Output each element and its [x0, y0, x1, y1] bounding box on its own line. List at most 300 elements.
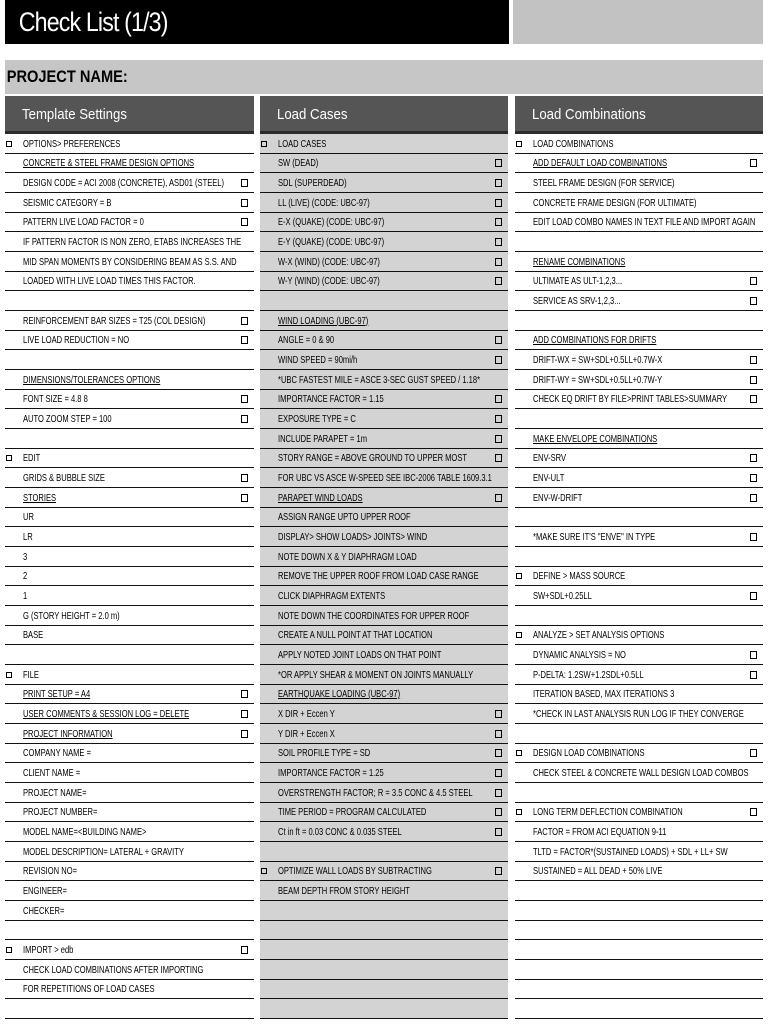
checklist-item-text: ASSIGN RANGE UPTO UPPER ROOF [278, 511, 411, 524]
checklist-row [515, 252, 763, 272]
checklist-row [515, 940, 763, 960]
checklist-item-text: USER COMMENTS & SESSION LOG = DELETE [23, 707, 190, 720]
page-title: Check List (1/3) [18, 7, 168, 37]
checklist-item-text: ANGLE = 0 & 90 [278, 334, 335, 347]
checklist-row [515, 449, 763, 469]
bullet-square-icon [6, 672, 12, 678]
checkbox-icon[interactable] [495, 454, 502, 462]
checklist-item-text: MODEL DESCRIPTION= LATERAL + GRAVITY [23, 845, 184, 858]
checklist-item-text: CONCRETE & STEEL FRAME DESIGN OPTIONS [23, 157, 195, 170]
checklist-item-text: Ct in ft = 0.03 CONC & 0.035 STEEL [278, 825, 402, 838]
checklist-item-text: CREATE A NULL POINT AT THAT LOCATION [278, 629, 433, 642]
checklist-item-text: Y DIR + Eccen X [278, 727, 335, 740]
checklist-row [515, 154, 763, 174]
checklist-row [5, 311, 254, 331]
checklist-item-text: IMPORTANCE FACTOR = 1.25 [278, 766, 384, 779]
checklist-row [5, 213, 254, 233]
checklist-row [260, 193, 508, 213]
checklist-item-text: ANALYZE > SET ANALYSIS OPTIONS [533, 629, 665, 642]
checkbox-icon[interactable] [241, 690, 248, 698]
checklist-item-text: W-X (WIND) (CODE: UBC-97) [278, 255, 380, 268]
checkbox-icon[interactable] [495, 867, 502, 875]
checklist-row [515, 744, 763, 764]
checklist-item-text: SW+SDL+0.25LL [533, 589, 592, 602]
checkbox-icon[interactable] [495, 749, 502, 757]
checklist-item-text: CHECK STEEL & CONCRETE WALL DESIGN LOAD COMBOS [533, 766, 749, 779]
checkbox-icon[interactable] [495, 415, 502, 423]
checkbox-icon[interactable] [241, 218, 248, 226]
checklist-row [260, 999, 508, 1019]
checklist-row [5, 488, 254, 508]
checklist-row [515, 704, 763, 724]
checklist-item-text: *MAKE SURE IT'S "ENVE" IN TYPE [533, 530, 656, 543]
checklist-row [515, 626, 763, 646]
checkbox-icon[interactable] [241, 730, 248, 738]
checklist-item-text: SDL (SUPERDEAD) [278, 176, 347, 189]
checklist-row [260, 173, 508, 193]
checkbox-icon[interactable] [495, 808, 502, 816]
checklist-row [515, 842, 763, 862]
checklist-item-text: X DIR + Eccen Y [278, 707, 335, 720]
checklist-row [515, 586, 763, 606]
checklist-item-text: ENV-ULT [533, 471, 565, 484]
checklist-item-text: SEISMIC CATEGORY = B [23, 196, 112, 209]
checklist-row [515, 999, 763, 1019]
checklist-item-text: LOAD CASES [278, 137, 327, 150]
checkbox-icon[interactable] [495, 258, 502, 266]
checklist-item-text: FILE [23, 668, 39, 681]
checklist-item-text: INCLUDE PARAPET = 1m [278, 432, 367, 445]
checklist-row [5, 173, 254, 193]
checklist-item-text: ENV-W-DRIFT [533, 491, 583, 504]
checklist-row [515, 960, 763, 980]
checklist-item-text: ENGINEER= [23, 884, 67, 897]
checklist-item-text: 1 [23, 589, 28, 602]
checklist-item-text: MODEL NAME=<BUILDING NAME> [23, 825, 147, 838]
checklist-row [260, 350, 508, 370]
checklist-row [260, 429, 508, 449]
checklist-row [260, 921, 508, 941]
checklist-item-text: MID SPAN MOMENTS BY CONSIDERING BEAM AS S.S. AND [23, 255, 237, 268]
checklist-item-text: ADD DEFAULT LOAD COMBINATIONS [533, 157, 668, 170]
checklist-item-text: LL (LIVE) (CODE: UBC-97) [278, 196, 370, 209]
checklist-item-text: STORIES [23, 491, 57, 504]
checklist-item-text: PATTERN LIVE LOAD FACTOR = 0 [23, 216, 144, 229]
checklist-row [515, 547, 763, 567]
checklist-row [515, 724, 763, 744]
checklist-item-text: DIMENSIONS/TOLERANCES OPTIONS [23, 373, 161, 386]
checklist-item-text: CHECKER= [23, 904, 65, 917]
checkbox-icon[interactable] [495, 199, 502, 207]
checkbox-icon[interactable] [750, 159, 757, 167]
checkbox-icon[interactable] [495, 828, 502, 836]
checklist-row [515, 213, 763, 233]
checkbox-icon[interactable] [750, 454, 757, 462]
checklist-row [260, 272, 508, 292]
checklist-row [5, 881, 254, 901]
checklist-item-text: MAKE ENVELOPE COMBINATIONS [533, 432, 658, 445]
checklist-row [260, 527, 508, 547]
checklist-row [260, 862, 508, 882]
checkbox-icon[interactable] [495, 494, 502, 502]
checkbox-icon[interactable] [750, 297, 757, 305]
checkbox-icon[interactable] [241, 494, 248, 502]
checkbox-icon[interactable] [750, 376, 757, 384]
checkbox-icon[interactable] [495, 336, 502, 344]
checklist-row [5, 645, 254, 665]
checklist-row [260, 370, 508, 390]
checkbox-icon[interactable] [750, 277, 757, 285]
checklist-row [5, 586, 254, 606]
checkbox-icon[interactable] [750, 749, 757, 757]
checklist-row [515, 370, 763, 390]
checklist-item-text: E-Y (QUAKE) (CODE: UBC-97) [278, 235, 385, 248]
checklist-row [260, 567, 508, 587]
checklist-item-text: OPTIONS> PREFERENCES [23, 137, 121, 150]
checklist-item-text: SOIL PROFILE TYPE = SD [278, 747, 371, 760]
bullet-square-icon [516, 809, 522, 815]
checklist-row [260, 213, 508, 233]
bullet-square-icon [516, 573, 522, 579]
checkbox-icon[interactable] [495, 179, 502, 187]
checklist-item-text: STORY RANGE = ABOVE GROUND TO UPPER MOST [278, 452, 467, 465]
checklist-row [515, 488, 763, 508]
checklist-item-text: RENAME COMBINATIONS [533, 255, 626, 268]
checklist-row [260, 626, 508, 646]
column-header: Load Cases [260, 96, 508, 134]
checklist-item-text: TIME PERIOD = PROGRAM CALCULATED [278, 806, 427, 819]
checklist-row [515, 881, 763, 901]
checklist-row [260, 606, 508, 626]
checklist-row [260, 960, 508, 980]
checklist-row [515, 665, 763, 685]
checklist-row [260, 311, 508, 331]
checklist-item-text: SW (DEAD) [278, 157, 319, 170]
checklist-row [260, 803, 508, 823]
checklist-item-text: BASE [23, 629, 44, 642]
checklist-row [260, 449, 508, 469]
checklist-row [5, 606, 254, 626]
checkbox-icon[interactable] [750, 533, 757, 541]
checklist-row [260, 331, 508, 351]
checklist-row [5, 783, 254, 803]
checklist-item-text: IMPORT > edb [23, 943, 74, 956]
checklist-row [5, 724, 254, 744]
checklist-item-text: CONCRETE FRAME DESIGN (FOR ULTIMATE) [533, 196, 697, 209]
checklist-row [260, 390, 508, 410]
checkbox-icon[interactable] [750, 671, 757, 679]
checklist-row [5, 193, 254, 213]
column-load-combinations [515, 96, 763, 1019]
checkbox-icon[interactable] [495, 159, 502, 167]
checklist-item-text: LOADED WITH LIVE LOAD TIMES THIS FACTOR. [23, 275, 196, 288]
checkbox-icon[interactable] [750, 474, 757, 482]
column-header: Template Settings [5, 96, 254, 134]
checklist-row [260, 980, 508, 1000]
checklist-item-text: P-DELTA: 1.2SW+1.2SDL+0.5LL [533, 668, 644, 681]
checklist-item-text: PROJECT INFORMATION [23, 727, 113, 740]
checklist-row [5, 704, 254, 724]
checklist-row [260, 763, 508, 783]
checklist-item-text: G (STORY HEIGHT = 2.0 m) [23, 609, 120, 622]
checklist-row [5, 901, 254, 921]
bullet-square-icon [261, 868, 267, 874]
checklist-item-text: DYNAMIC ANALYSIS = NO [533, 648, 626, 661]
checkbox-icon[interactable] [750, 356, 757, 364]
checkbox-icon[interactable] [241, 946, 248, 954]
title-bar-spacer [513, 0, 763, 44]
checklist-item-text: DRIFT-WY = SW+SDL+0.5LL+0.7W-Y [533, 373, 663, 386]
checklist-row [260, 508, 508, 528]
checkbox-icon[interactable] [495, 769, 502, 777]
checklist-row [5, 547, 254, 567]
checklist-item-text: 3 [23, 550, 28, 563]
checklist-row [515, 921, 763, 941]
checkbox-icon[interactable] [495, 277, 502, 285]
project-name-bar [5, 60, 763, 94]
column-header: Load Combinations [515, 96, 763, 134]
checklist-row [5, 390, 254, 410]
checklist-item-text: CHECK LOAD COMBINATIONS AFTER IMPORTING [23, 963, 204, 976]
checklist-row [5, 842, 254, 862]
checklist-item-text: NOTE DOWN THE COORDINATES FOR UPPER ROOF [278, 609, 470, 622]
checkbox-icon[interactable] [495, 218, 502, 226]
checklist-item-text: DEFINE > MASS SOURCE [533, 570, 626, 583]
checklist-row [515, 822, 763, 842]
checklist-row [5, 980, 254, 1000]
checklist-row [260, 586, 508, 606]
checklist-item-text: NOTE DOWN X & Y DIAPHRAGM LOAD [278, 550, 417, 563]
checklist-row [260, 744, 508, 764]
checklist-item-text: PARAPET WIND LOADS [278, 491, 363, 504]
checklist-row [260, 232, 508, 252]
checklist-row [5, 999, 254, 1019]
checklist-row [5, 468, 254, 488]
checkbox-icon[interactable] [750, 494, 757, 502]
checklist-item-text: EDIT LOAD COMBO NAMES IN TEXT FILE AND IMPORT AGAIN [533, 216, 756, 229]
checklist-item-text: PRINT SETUP = A4 [23, 688, 91, 701]
checklist-row [5, 409, 254, 429]
checklist-item-text: COMPANY NAME = [23, 747, 91, 760]
checkbox-icon[interactable] [495, 395, 502, 403]
column-template-settings [5, 96, 254, 1019]
checklist-item-text: TLTD = FACTOR*(SUSTAINED LOADS) + SDL + LL+ SW [533, 845, 728, 858]
checklist-item-text: WIND SPEED = 90mi/h [278, 353, 358, 366]
checklist-row [515, 331, 763, 351]
checklist-item-text: EARTHQUAKE LOADING (UBC-97) [278, 688, 401, 701]
checklist-row [515, 862, 763, 882]
checkbox-icon[interactable] [495, 730, 502, 738]
checkbox-icon[interactable] [241, 317, 248, 325]
checklist-item-text: OPTIMIZE WALL LOADS BY SUBTRACTING [278, 865, 432, 878]
checkbox-icon[interactable] [495, 356, 502, 364]
checklist-row [5, 940, 254, 960]
checklist-row [515, 311, 763, 331]
checklist-item-text: LOAD COMBINATIONS [533, 137, 614, 150]
checklist-item-text: *OR APPLY SHEAR & MOMENT ON JOINTS MANUALLY [278, 668, 474, 681]
checklist-row [260, 154, 508, 174]
checklist-row [5, 154, 254, 174]
checklist-row [515, 803, 763, 823]
checklist-row [5, 803, 254, 823]
checklist-row [5, 822, 254, 842]
column-body [260, 134, 508, 1019]
checklist-item-text: IMPORTANCE FACTOR = 1.15 [278, 393, 384, 406]
project-name-label: PROJECT NAME: [6, 67, 128, 86]
checklist-item-text: FACTOR = FROM ACI EQUATION 9-11 [533, 825, 667, 838]
checklist-row [5, 862, 254, 882]
checkbox-icon[interactable] [750, 592, 757, 600]
checklist-item-text: *CHECK IN LAST ANALYSIS RUN LOG IF THEY CONVERGE [533, 707, 744, 720]
checklist-item-text: DESIGN LOAD COMBINATIONS [533, 747, 645, 760]
checklist-row [515, 350, 763, 370]
checklist-row [515, 134, 763, 154]
checklist-item-text: FOR UBC VS ASCE W-SPEED SEE IBC-2006 TABLE 1609.3.1 [278, 471, 492, 484]
bullet-square-icon [516, 750, 522, 756]
checklist-item-text: WIND LOADING (UBC-97) [278, 314, 369, 327]
checklist-row [515, 429, 763, 449]
checklist-row [5, 429, 254, 449]
checklist-item-text: EDIT [23, 452, 41, 465]
checklist-row [515, 901, 763, 921]
checklist-row [260, 783, 508, 803]
checkbox-icon[interactable] [241, 336, 248, 344]
checklist-item-text: UR [23, 511, 34, 524]
checklist-item-text: *UBC FASTEST MILE = ASCE 3-SEC GUST SPEED / 1.18* [278, 373, 481, 386]
checklist-item-text: SERVICE AS SRV-1,2,3... [533, 294, 621, 307]
checklist-row [5, 921, 254, 941]
checklist-row [260, 291, 508, 311]
checkbox-icon[interactable] [750, 808, 757, 816]
checkbox-icon[interactable] [241, 474, 248, 482]
checklist-item-text: CLICK DIAPHRAGM EXTENTS [278, 589, 386, 602]
checklist-row [260, 488, 508, 508]
checklist-item-text: DESIGN CODE = ACI 2008 (CONCRETE), ASD01 (STEEL) [23, 176, 225, 189]
checklist-row [5, 744, 254, 764]
checklist-item-text: EXPOSURE TYPE = C [278, 412, 356, 425]
checklist-item-text: 2 [23, 570, 28, 583]
checklist-item-text: LR [23, 530, 33, 543]
checkbox-icon[interactable] [241, 395, 248, 403]
checklist-row [5, 685, 254, 705]
checklist-item-text: REVISION NO= [23, 865, 77, 878]
checklist-row [5, 370, 254, 390]
checklist-row [515, 685, 763, 705]
checklist-row [260, 940, 508, 960]
checklist-row [5, 960, 254, 980]
checklist-row [260, 685, 508, 705]
checklist-row [5, 626, 254, 646]
checkbox-icon[interactable] [241, 415, 248, 423]
checklist-row [5, 350, 254, 370]
checklist-row [5, 567, 254, 587]
checklist-item-text: OVERSTRENGTH FACTOR; R = 3.5 CONC & 4.5 STEEL [278, 786, 473, 799]
checklist-row [5, 508, 254, 528]
checklist-item-text: AUTO ZOOM STEP = 100 [23, 412, 112, 425]
checklist-row [515, 173, 763, 193]
checklist-row [515, 606, 763, 626]
checklist-row [515, 567, 763, 587]
bullet-square-icon [261, 141, 267, 147]
bullet-square-icon [6, 141, 12, 147]
checklist-row [260, 252, 508, 272]
checklist-item-text: LIVE LOAD REDUCTION = NO [23, 334, 130, 347]
checkbox-icon[interactable] [495, 710, 502, 718]
checkbox-icon[interactable] [495, 789, 502, 797]
checkbox-icon[interactable] [750, 395, 757, 403]
checklist-row [260, 665, 508, 685]
bullet-square-icon [516, 141, 522, 147]
checklist-item-text: FONT SIZE = 4.8 8 [23, 393, 88, 406]
checklist-row [515, 527, 763, 547]
checklist-row [515, 390, 763, 410]
checklist-item-text: APPLY NOTED JOINT LOADS ON THAT POINT [278, 648, 442, 661]
checkbox-icon[interactable] [241, 199, 248, 207]
checkbox-icon[interactable] [750, 651, 757, 659]
checklist-row [260, 645, 508, 665]
checklist-item-text: REINFORCEMENT BAR SIZES = T25 (COL DESIGN) [23, 314, 206, 327]
checklist-item-text: SUSTAINED = ALL DEAD + 50% LIVE [533, 865, 663, 878]
column-load-cases [260, 96, 508, 1019]
checklist-item-text: BEAM DEPTH FROM STORY HEIGHT [278, 884, 410, 897]
checklist-row [515, 232, 763, 252]
checkbox-icon[interactable] [495, 238, 502, 246]
checklist-row [260, 409, 508, 429]
checkbox-icon[interactable] [495, 435, 502, 443]
checklist-row [5, 331, 254, 351]
checklist-row [515, 645, 763, 665]
checklist-row [260, 822, 508, 842]
checklist-row [5, 291, 254, 311]
checklist-item-text: ADD COMBINATIONS FOR DRIFTS [533, 334, 657, 347]
checklist-row [515, 409, 763, 429]
checklist-item-text: STEEL FRAME DESIGN (FOR SERVICE) [533, 176, 675, 189]
title-bar [5, 0, 509, 44]
checklist-row [260, 468, 508, 488]
bullet-square-icon [516, 632, 522, 638]
checklist-row [260, 842, 508, 862]
checkbox-icon[interactable] [241, 710, 248, 718]
checklist-row [260, 724, 508, 744]
checklist-item-text: CLIENT NAME = [23, 766, 81, 779]
checklist-row [5, 527, 254, 547]
checklist-row [260, 901, 508, 921]
checklist-item-text: PROJECT NAME= [23, 786, 87, 799]
checklist-row [515, 763, 763, 783]
checklist-row [5, 232, 254, 252]
checklist-row [5, 449, 254, 469]
column-body [515, 134, 763, 1019]
checklist-item-text: PROJECT NUMBER= [23, 806, 98, 819]
checklist-item-text: GRIDS & BUBBLE SIZE [23, 471, 105, 484]
checklist-item-text: ENV-SRV [533, 452, 567, 465]
checklist-item-text: E-X (QUAKE) (CODE: UBC-97) [278, 216, 385, 229]
checklist-row [5, 763, 254, 783]
checklist-row [260, 547, 508, 567]
checklist-row [260, 134, 508, 154]
bullet-square-icon [6, 947, 12, 953]
checklist-item-text: ITERATION BASED, MAX ITERATIONS 3 [533, 688, 675, 701]
checklist-item-text: W-Y (WIND) (CODE: UBC-97) [278, 275, 380, 288]
checklist-row [515, 508, 763, 528]
checklist-row [515, 193, 763, 213]
checklist-row [5, 272, 254, 292]
checklist-row [260, 704, 508, 724]
checkbox-icon[interactable] [241, 179, 248, 187]
checklist-row [515, 468, 763, 488]
checklist-item-text: DRIFT-WX = SW+SDL+0.5LL+0.7W-X [533, 353, 663, 366]
checklist-row [5, 252, 254, 272]
